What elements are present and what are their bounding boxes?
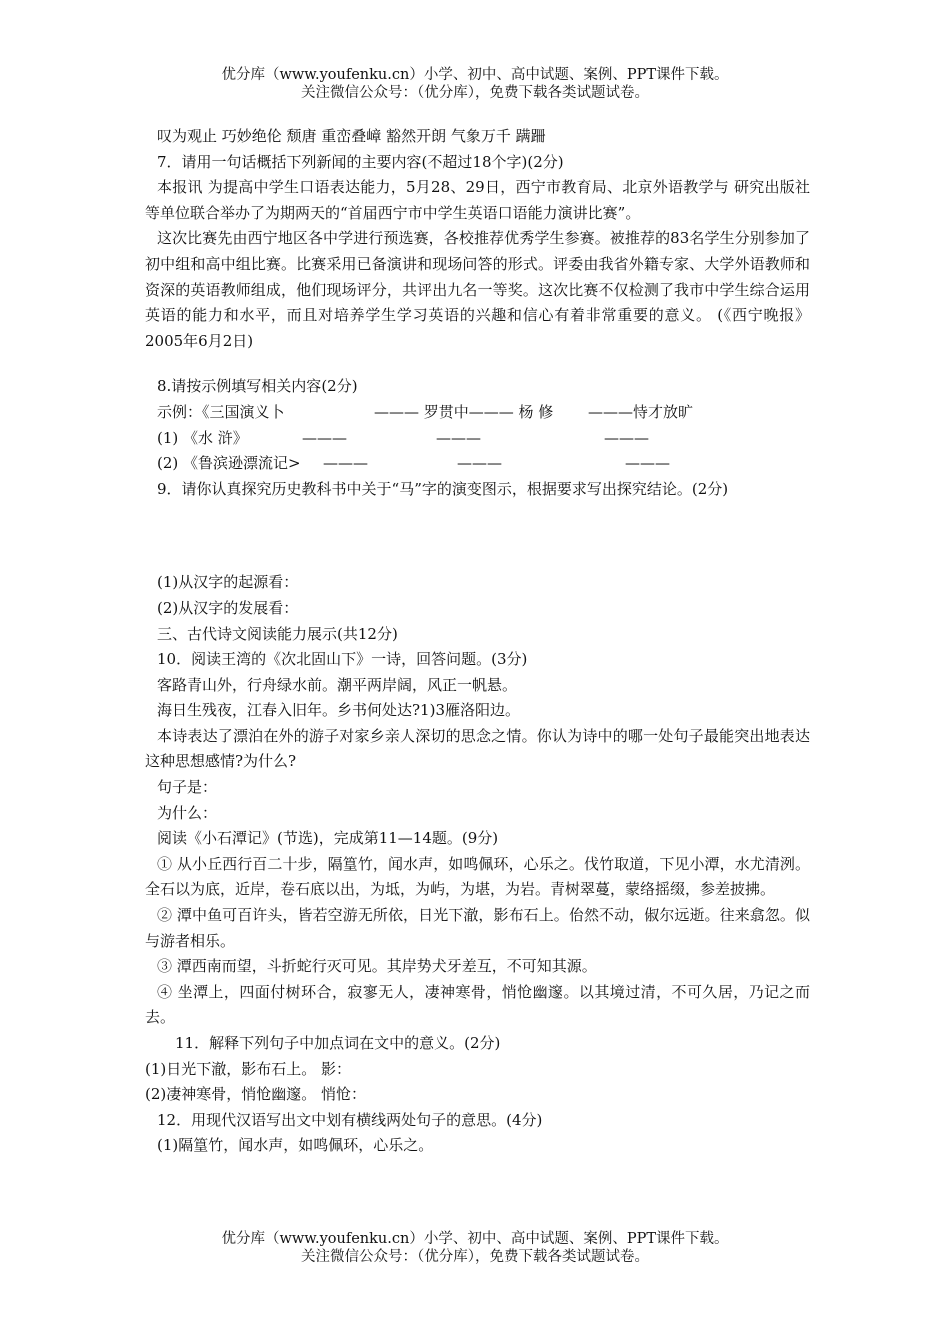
- section-3-heading: 三、古代诗文阅读能力展示(共12分): [157, 624, 398, 643]
- header-line-2: 关注微信公众号：（优分库），免费下载各类试题试卷。: [301, 85, 649, 101]
- question-10-answer-sentence: 句子是：: [157, 778, 218, 797]
- footer-line-1: 优分库（www.youfenku.cn）小学、初中、高中试题、案例、PPT课件下载。: [221, 1231, 729, 1247]
- question-9-part-2: (2)从汉字的发展看：: [157, 598, 299, 617]
- question-12-title: 12．用现代汉语写出文中划有横线两处句子的意思。(4分): [157, 1110, 543, 1129]
- page-header: [0, 66, 950, 102]
- passage-paragraph-2: ② 潭中鱼可百许头，皆若空游无所依，日光下澈，影布石上。佁然不动，俶尔远逝。往来翕忽。似与游者相乐。: [145, 906, 810, 950]
- example-trait: ———恃才放旷: [588, 402, 694, 421]
- fill-row-1-blank-3: ———: [604, 428, 649, 447]
- question-9: 9．请你认真探究历史教科书中关于“马”字的演变图示，根据要求写出探究结论。(2分): [157, 479, 729, 498]
- fill-row-2-blank-2: ———: [457, 454, 502, 473]
- question-9-part-1: (1)从汉字的起源看：: [157, 573, 299, 592]
- document-body: [145, 124, 810, 1159]
- question-11-part-1: (1)日光下澈，影布石上。 影：: [145, 1059, 352, 1078]
- fill-row-1: [145, 426, 810, 452]
- example-book: 示例：《三国演义卜: [157, 402, 285, 421]
- reading-instruction: 阅读《小石潭记》(节选)，完成第11—14题。(9分): [157, 829, 499, 848]
- fill-row-2-blank-1: ———: [323, 454, 368, 473]
- poem-line-2: 海日生残夜，江春入旧年。乡书何处达?1)3雁洛阳边。: [157, 701, 520, 720]
- news-paragraph-2: 这次比赛先由西宁地区各中学进行预选赛，各校推荐优秀学生参赛。被推荐的83名学生分别参加了初中组和高中组比赛。比赛采用已备演讲和现场问答的形式。评委由我省外籍专家、大学外语教师和资深的英语教师组成，他们现场评分，共评出九名一等奖。这次比赛不仅检测了我市中学生综合运用英语的能力和水平，而且对培养学生学习英语的兴趣和信心有着非常重要的意义。 (《西宁晚报》2005年6月2日): [145, 229, 810, 350]
- footer-line-2: 关注微信公众号：（优分库），免费下载各类试题试卷。: [301, 1249, 649, 1265]
- fill-row-2: [145, 451, 810, 477]
- question-11-title: 11．解释下列句子中加点词在文中的意义。(2分): [175, 1034, 501, 1052]
- example-author-character: ——— 罗贯中——— 杨 修: [374, 402, 554, 421]
- fill-row-2-blank-3: ———: [625, 454, 670, 473]
- fill-row-1-book: (1) 《水 浒》: [157, 428, 248, 447]
- fill-row-1-blank-1: ———: [302, 428, 347, 447]
- news-paragraph-1: 本报讯 为提高中学生口语表达能力，5月28、29日，西宁市教育局、北京外语教学与 研究出版社等单位联合举办了为期两天的“首届西宁市中学生英语口语能力演讲比赛”。: [145, 178, 810, 222]
- question-11-part-2: (2)凄神寒骨，悄怆幽邃。 悄怆：: [145, 1085, 367, 1104]
- example-row: [145, 400, 810, 426]
- passage-paragraph-3: ③ 潭西南而望，斗折蛇行灭可见。其岸势犬牙差互，不可知其源。: [157, 957, 597, 976]
- passage-paragraph-1: ① 从小丘西行百二十步，隔篁竹，闻水声，如鸣佩环，心乐之。伐竹取道，下见小潭，水尤清洌。全石以为底，近岸，卷石底以出，为坻，为屿，为堪，为岩。青树翠蔓，蒙络摇缀，参差披拂。: [145, 854, 810, 899]
- idiom-list: 叹为观止 巧妙绝伦 颓唐 重峦叠嶂 豁然开朗 气象万千 蹒跚: [157, 127, 546, 145]
- fill-row-1-blank-2: ———: [436, 428, 481, 447]
- poem-line-1: 客路青山外，行舟绿水前。潮平两岸阔，风正一帆悬。: [157, 675, 518, 694]
- question-7-title: 7．请用一句话概括下列新闻的主要内容(不超过18个字)(2分): [157, 152, 564, 171]
- question-12-part-1: (1)隔篁竹，闻水声，如鸣佩环，心乐之。: [157, 1136, 434, 1155]
- question-8-title: 8.请按示例填写相关内容(2分): [157, 377, 358, 396]
- question-10-prompt: 本诗表达了漂泊在外的游子对家乡亲人深切的思念之情。你认为诗中的哪一处句子最能突出地表达这种思想感情?为什么?: [145, 726, 810, 771]
- fill-row-2-book: (2) 《鲁滨逊漂流记>: [157, 454, 301, 473]
- page-footer: [0, 1230, 950, 1266]
- question-10-title: 10．阅读王湾的《次北固山下》一诗，回答问题。(3分): [157, 650, 528, 669]
- question-10-answer-reason: 为什么：: [157, 803, 218, 822]
- passage-paragraph-4: ④ 坐潭上，四面付树环合，寂寥无人，凄神寒骨，悄怆幽邃。以其境过清，不可久居，乃记之而去。: [145, 982, 810, 1027]
- header-line-1: 优分库（www.youfenku.cn）小学、初中、高中试题、案例、PPT课件下载。: [221, 67, 729, 83]
